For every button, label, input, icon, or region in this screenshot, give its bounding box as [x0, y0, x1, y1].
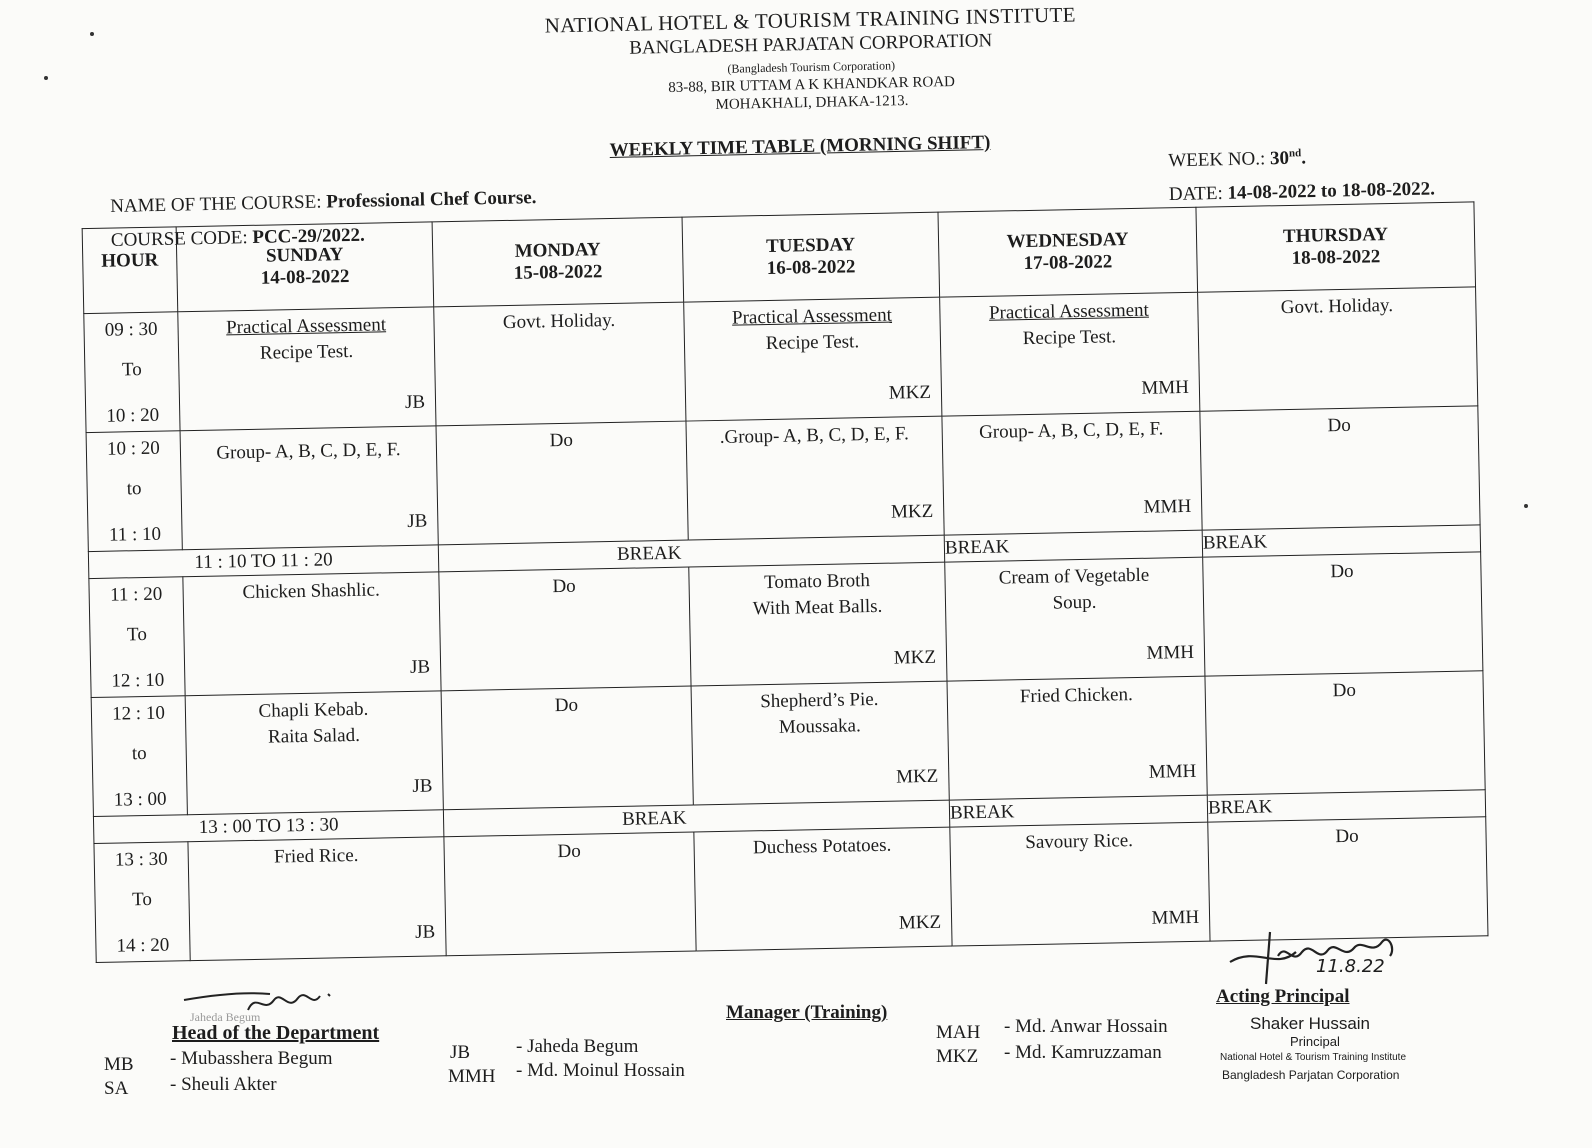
hour-cell: 09 : 30 To 10 : 20 — [84, 312, 180, 433]
class-cell: Tomato Broth With Meat Balls. MKZ — [689, 562, 947, 686]
head-title: Head of the Department — [172, 1022, 380, 1044]
class-cell: .Group- A, B, C, D, E, F. MKZ — [686, 416, 944, 540]
instructor-initials: MKZ — [893, 646, 937, 669]
class-cell: Group- A, B, C, D, E, F. MMH — [942, 411, 1202, 535]
principal-stamp-role: Principal — [1290, 1034, 1340, 1049]
class-cell: Duchess Potatoes. MKZ — [694, 827, 952, 951]
sign-date: 11.8.22 — [1316, 956, 1385, 977]
instructor-initials: MKZ — [895, 765, 939, 788]
staff-code: SA — [104, 1078, 129, 1099]
principal-stamp-org: Bangladesh Parjatan Corporation — [1222, 1068, 1400, 1082]
timetable-grid-wrap — [82, 201, 1488, 976]
instructor-initials: MKZ — [890, 500, 934, 523]
instructor-initials: JB — [404, 391, 426, 413]
break-label: BREAK — [944, 530, 1202, 562]
class-cell: Practical Assessment Recipe Test. MMH — [940, 292, 1200, 416]
address-line-2: MOHAKHALI, DHAKA-1213. — [715, 92, 909, 113]
instructor-initials: JB — [407, 510, 428, 532]
hour-cell: 13 : 30 To 14 : 20 — [94, 842, 190, 963]
class-cell: Fried Rice. JB — [188, 837, 446, 961]
principal-stamp-org: National Hotel & Tourism Training Institute — [1220, 1052, 1407, 1063]
class-cell: Govt. Holiday. — [1198, 287, 1478, 411]
corporation-name: BANGLADESH PARJATAN CORPORATION — [629, 30, 993, 59]
class-cell: Do — [444, 832, 696, 956]
date-range: DATE: 14-08-2022 to 18-08-2022. — [1168, 178, 1436, 206]
break-label: BREAK — [1202, 525, 1480, 557]
staff-name: - Md. Moinul Hossain — [516, 1060, 685, 1081]
class-cell: Practical Assessment Recipe Test. JB — [178, 307, 436, 431]
break-label: BREAK — [1207, 790, 1485, 822]
staff-name: - Jaheda Begum — [516, 1036, 639, 1057]
day-header: WEDNESDAY 17-08-2022 — [938, 207, 1198, 297]
break-time: 13 : 00 TO 13 : 30 — [93, 810, 443, 844]
class-cell: Do — [1200, 406, 1480, 530]
class-cell: Cream of Vegetable Soup. MMH — [945, 557, 1205, 681]
staff-code: MKZ — [936, 1046, 979, 1067]
hour-cell: 12 : 10 to 13 : 00 — [91, 696, 187, 817]
instructor-initials: MKZ — [888, 381, 932, 404]
staff-code: MMH — [448, 1066, 496, 1087]
course-code: COURSE CODE: PCC-29/2022. — [110, 224, 365, 251]
staff-code: MAH — [936, 1022, 981, 1043]
scan-speck — [90, 32, 94, 36]
class-cell: Do — [439, 567, 691, 691]
instructor-initials: JB — [409, 656, 431, 678]
class-cell: Group- A, B, C, D, E, F. JB — [180, 426, 438, 550]
manager-title: Manager (Training) — [726, 1002, 888, 1023]
instructor-initials: MKZ — [898, 911, 942, 934]
principal-title: Acting Principal — [1216, 986, 1350, 1007]
hour-header: HOUR — [82, 227, 178, 314]
instructor-initials: MMH — [1148, 760, 1197, 783]
institute-header — [500, 2, 1122, 119]
timetable-grid — [82, 201, 1489, 963]
staff-name: - Sheuli Akter — [170, 1074, 277, 1095]
instructor-initials: JB — [412, 775, 433, 797]
class-cell: Govt. Holiday. — [434, 302, 686, 426]
staff-name: - Mubasshera Begum — [170, 1048, 333, 1069]
instructor-initials: JB — [414, 921, 436, 943]
staff-code: JB — [450, 1042, 471, 1063]
class-cell: Chapli Kebab. Raita Salad. JB — [185, 691, 443, 815]
instructor-initials: MMH — [1151, 906, 1200, 929]
class-cell: Chicken Shashlic. JB — [183, 572, 441, 696]
head-name-faint: Jaheda Begum — [190, 1010, 261, 1024]
instructor-initials: MMH — [1143, 495, 1192, 518]
scan-speck — [1524, 504, 1528, 508]
scan-speck — [44, 76, 48, 80]
day-header: MONDAY 15-08-2022 — [432, 217, 684, 307]
class-cell: Fried Chicken. MMH — [947, 676, 1207, 800]
break-label: BREAK — [443, 800, 949, 837]
day-header: TUESDAY 16-08-2022 — [682, 212, 940, 302]
staff-code: MB — [104, 1054, 134, 1075]
address-line-1: 83-88, BIR UTTAM A K KHANDKAR ROAD — [668, 73, 956, 96]
class-cell: Do — [1208, 817, 1488, 941]
day-header: SUNDAY 14-08-2022 — [176, 222, 434, 312]
timetable-title: WEEKLY TIME TABLE (MORNING SHIFT) — [609, 132, 991, 161]
class-cell: Do — [436, 421, 688, 545]
day-header: THURSDAY 18-08-2022 — [1196, 202, 1476, 292]
class-cell: Savoury Rice. MMH — [950, 822, 1210, 946]
class-cell: Do — [1203, 552, 1483, 676]
principal-stamp-name: Shaker Hussain — [1250, 1014, 1371, 1033]
instructor-initials: MMH — [1146, 641, 1195, 664]
break-label: BREAK — [949, 795, 1207, 827]
class-cell: Do — [1205, 671, 1485, 795]
break-time: 11 : 10 TO 11 : 20 — [88, 545, 438, 579]
institute-name: NATIONAL HOTEL & TOURISM TRAINING INSTITUTE — [544, 2, 1076, 38]
hour-cell: 11 : 20 To 12 : 10 — [89, 577, 185, 698]
instructor-initials: MMH — [1141, 376, 1190, 399]
course-name: NAME OF THE COURSE: Professional Chef Course. — [110, 187, 537, 217]
break-label: BREAK — [438, 535, 944, 572]
class-cell: Do — [441, 686, 693, 810]
corporation-english: (Bangladesh Tourism Corporation) — [727, 58, 896, 76]
week-number: WEEK NO.: 30nd. — [1168, 147, 1307, 172]
class-cell: Shepherd’s Pie. Moussaka. MKZ — [691, 681, 949, 805]
class-cell: Practical Assessment Recipe Test. MKZ — [684, 297, 942, 421]
hour-cell: 10 : 20 to 11 : 10 — [86, 431, 182, 552]
staff-name: - Md. Kamruzzaman — [1004, 1042, 1162, 1063]
staff-name: - Md. Anwar Hossain — [1004, 1016, 1168, 1037]
